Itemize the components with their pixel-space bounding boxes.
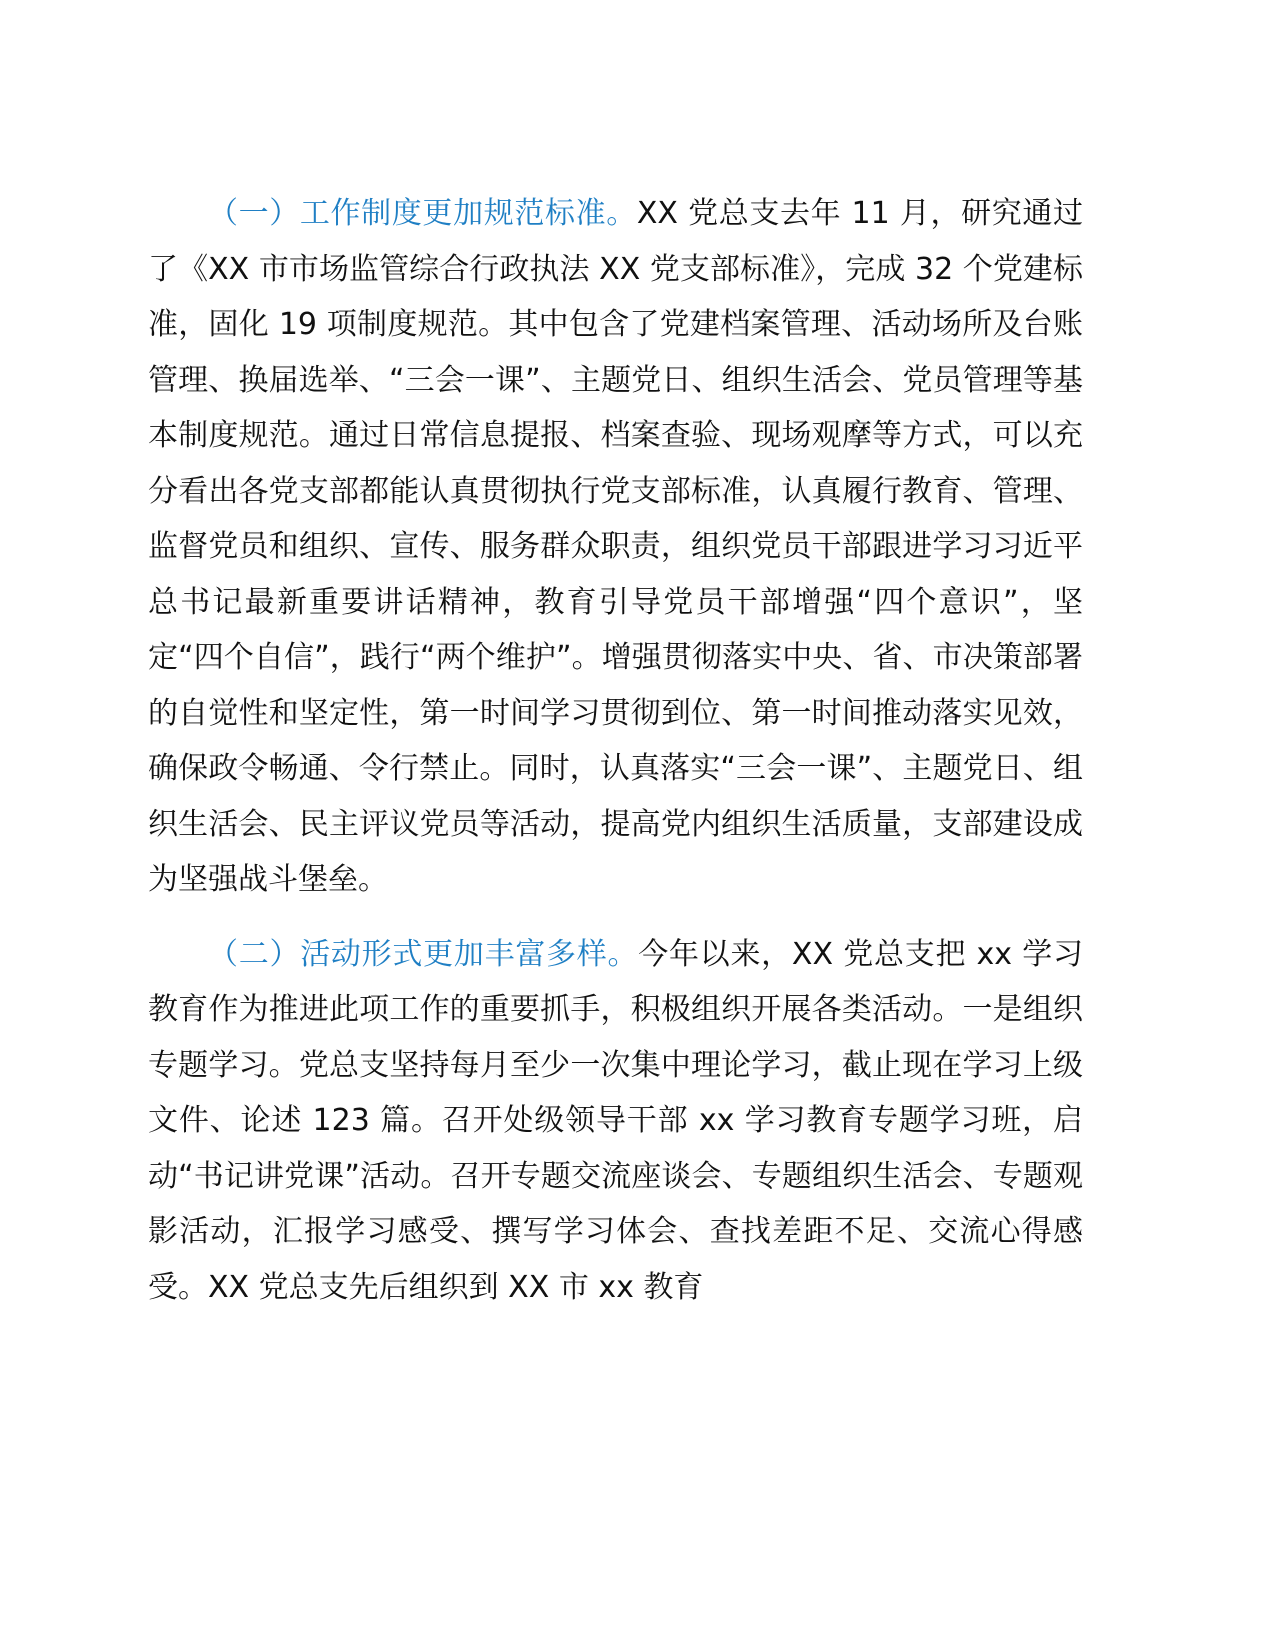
section-heading-1: （一）工作制度更加规范标准。 [208,196,637,231]
section-heading-2: （二）活动形式更加丰富多样。 [208,936,639,972]
section-body-2: 今年以来，XX 党总支把 xx 学习教育作为推进此项工作的重要抓手，积极组织开展各类活动。一是组织专题学习。党总支坚持每月至少一次集中理论学习，截止现在学习上级文件、论述 123 篇。召开处级领导干部 xx 学习教育专题学习班，启动“书记讲党课”活动。召开专题交流座谈会、专题组织生活会、专题观影活动，汇报学习感受、撰写学习体会、查找差距不足、交流心得感受。XX 党总支先后组织到 XX 市 xx 教育 [148,936,1083,1305]
section-paragraph-2 [148,927,1083,1316]
document-body [148,186,1083,1315]
section-body-1: XX 党总支去年 11 月，研究通过了《XX 市市场监管综合行政执法 XX 党支部标准》，完成 32 个党建标准，固化 19 项制度规范。其中包含了党建档案管理、活动场所及台账管理、换届选举、“三会一课”、主题党日、组织生活会、党员管理等基本制度规范。通过日常信息提报、档案查验、现场观摩等方式，可以充分看出各党支部都能认真贯彻执行党支部标准，认真履行教育、管理、监督党员和组织、宣传、服务群众职责，组织党员干部跟进学习习近平总书记最新重要讲话精神，教育引导党员干部增强“四个意识”，坚定“四个自信”，践行“两个维护”。增强贯彻落实中央、省、市决策部署的自觉性和坚定性，第一时间学习贯彻到位、第一时间推动落实见效，确保政令畅通、令行禁止。同时，认真落实“三会一课”、主题党日、组织生活会、民主评议党员等活动，提高党内组织生活质量，支部建设成为坚强战斗堡垒。 [148,196,1083,897]
section-paragraph-1 [148,186,1083,908]
